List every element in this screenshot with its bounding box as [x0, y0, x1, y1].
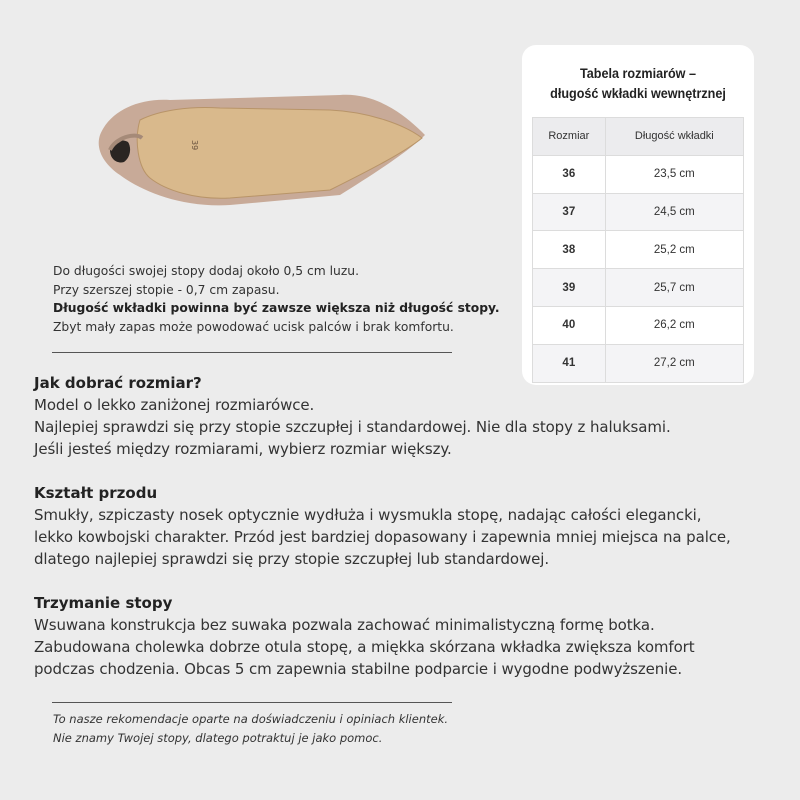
size-column-header: Rozmiar	[533, 118, 606, 156]
table-row	[533, 231, 744, 269]
section-text-line: Model o lekko zaniżonej rozmiarówce.	[34, 396, 315, 414]
section-text-line: Smukły, szpiczasty nosek optycznie wydłuża i wysmukla stopę, nadając całości elegancki,	[34, 506, 702, 524]
size-table-title-line2: długość wkładki wewnętrznej	[550, 85, 726, 101]
table-row	[533, 306, 744, 344]
fit-note-line: Zbyt mały zapas może powodować ucisk palców i brak komfortu.	[53, 319, 454, 334]
section-text-line: Zabudowana cholewka dobrze otula stopę, a miękka skórzana wkładka zwiększa komfort	[34, 638, 695, 656]
size-table-title	[543, 63, 734, 103]
fit-note-line: Przy szerszej stopie - 0,7 cm zapasu.	[53, 282, 280, 297]
shoe-sole-illustration	[80, 80, 440, 220]
section-text-line: podczas chodzenia. Obcas 5 cm zapewnia stabilne podparcie i wygodne podwyższenie.	[34, 660, 683, 678]
length-cell: 27,2 cm	[605, 344, 743, 382]
section-text-line: Jeśli jesteś między rozmiarami, wybierz rozmiar większy.	[34, 440, 452, 458]
length-cell: 25,7 cm	[605, 269, 743, 307]
section-text-line: dlatego najlepiej sprawdzi się przy stopie szczupłej lub standardowej.	[34, 550, 549, 568]
section-text-line: Najlepiej sprawdzi się przy stopie szczupłej i standardowej. Nie dla stopy z haluksami.	[34, 418, 671, 436]
size-cell: 39	[533, 269, 606, 307]
disclaimer-line: Nie znamy Twojej stopy, dlatego potraktuj je jako pomoc.	[53, 730, 383, 745]
fit-note	[53, 262, 523, 336]
size-cell: 36	[533, 155, 606, 193]
length-cell: 26,2 cm	[605, 306, 743, 344]
length-column-header: Długość wkładki	[605, 118, 743, 156]
shoe-sole-image	[80, 80, 440, 220]
size-table-card	[522, 45, 754, 385]
section-text-line: lekko kowbojski charakter. Przód jest bardziej dopasowany i zapewnia mniej miejsca na palce,	[34, 528, 731, 546]
section-text-line: Wsuwana konstrukcja bez suwaka pozwala zachować minimalistyczną formę botka.	[34, 616, 655, 634]
section-title: Trzymanie stopy	[34, 594, 173, 612]
disclaimer-line: To nasze rekomendacje oparte na doświadczeniu i opiniach klientek.	[53, 712, 449, 726]
section-title: Kształt przodu	[34, 484, 158, 502]
section-title: Jak dobrać rozmiar?	[34, 374, 202, 392]
size-cell: 40	[533, 306, 606, 344]
insole-size-mark: 39	[190, 140, 199, 151]
table-row	[533, 269, 744, 307]
fit-note-line: Do długości swojej stopy dodaj około 0,5 cm luzu.	[53, 264, 359, 278]
section-toe-shape	[34, 482, 784, 570]
length-cell: 25,2 cm	[605, 231, 743, 269]
length-cell: 23,5 cm	[605, 155, 743, 193]
size-cell: 37	[533, 193, 606, 231]
size-cell: 38	[533, 231, 606, 269]
divider	[52, 702, 452, 703]
size-table-title-line1: Tabela rozmiarów –	[579, 65, 697, 81]
fit-note-emphasis: Długość wkładki powinna być zawsze większa niż długość stopy.	[53, 301, 500, 315]
table-row	[533, 193, 744, 231]
size-cell: 41	[533, 344, 606, 382]
section-foot-hold	[34, 592, 784, 680]
section-size-choice	[34, 372, 784, 460]
guide-sections	[34, 372, 784, 702]
size-table-header-row	[533, 118, 744, 156]
divider	[52, 352, 452, 353]
size-table	[532, 117, 744, 383]
disclaimer	[53, 710, 653, 747]
length-cell: 24,5 cm	[605, 193, 743, 231]
table-row	[533, 155, 744, 193]
